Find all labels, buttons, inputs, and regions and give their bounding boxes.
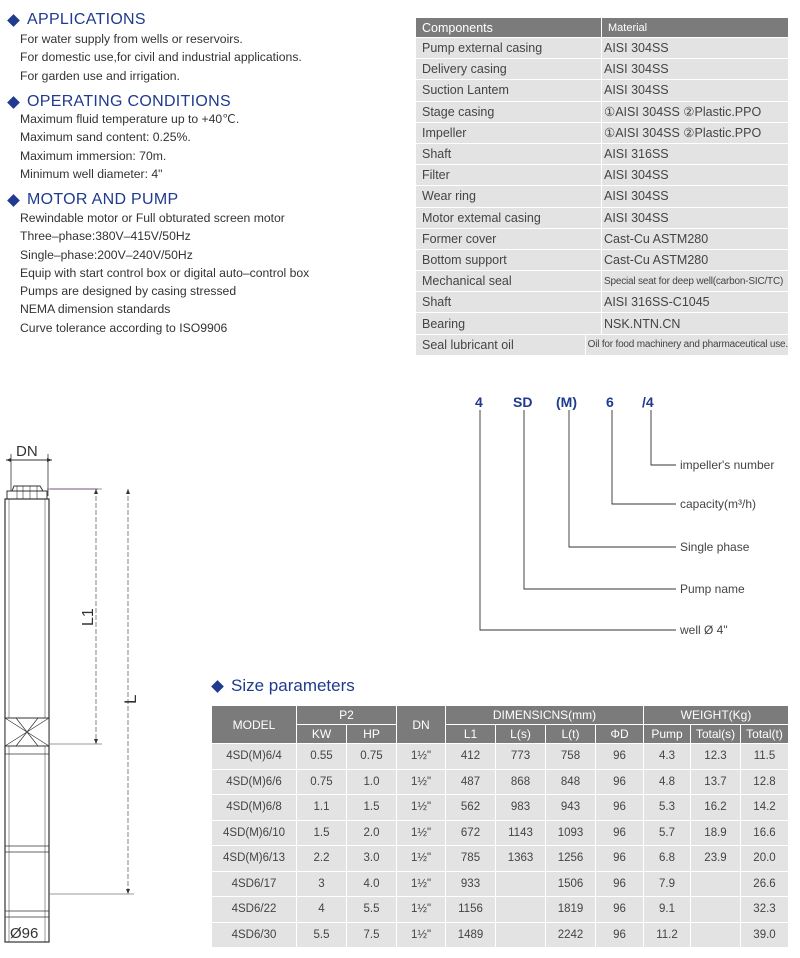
component-name: Shaft — [416, 292, 602, 312]
applications-title: APPLICATIONS — [27, 11, 146, 28]
dn-label: DN — [16, 443, 38, 460]
component-material: AISI 304SS — [604, 41, 669, 56]
component-name: Suction Lantem — [416, 80, 602, 100]
motor-list — [20, 209, 309, 337]
ls-cell: 868 — [496, 769, 546, 795]
total-s-cell: 18.9 — [691, 820, 741, 846]
component-name: Filter — [416, 165, 602, 185]
hp-cell: 4.0 — [347, 871, 397, 897]
hp-cell: 7.5 — [347, 922, 397, 948]
od-cell: 96 — [596, 922, 644, 948]
component-name: Bottom support — [416, 250, 602, 270]
pump-weight-cell: 5.3 — [644, 795, 691, 821]
motor-line: Equip with start control box or digital auto–control box — [20, 265, 310, 280]
total-s-cell: 13.7 — [691, 769, 741, 795]
code-part-capacity: 6 — [606, 394, 614, 410]
applications-heading — [6, 11, 146, 29]
motor-line: NEMA dimension standards — [20, 302, 171, 317]
diamond-bullet-icon — [211, 680, 224, 693]
component-name: Bearing — [416, 313, 602, 333]
ls-cell — [496, 871, 546, 897]
model-cell: 4SD6/17 — [212, 871, 297, 897]
l1-header: L1 — [446, 725, 496, 744]
model-cell: 4SD6/30 — [212, 922, 297, 948]
kw-cell: 1.5 — [297, 820, 347, 846]
dn-cell: 1½" — [397, 897, 446, 923]
component-name: Pump external casing — [416, 38, 602, 58]
hp-cell: 2.0 — [347, 820, 397, 846]
total-t-cell: 12.8 — [741, 769, 789, 795]
kw-cell: 0.55 — [297, 744, 347, 770]
motor-line: Three–phase:380V–415V/50Hz — [20, 229, 191, 244]
od-cell: 96 — [596, 871, 644, 897]
size-table-row — [212, 897, 789, 923]
components-table — [416, 18, 788, 355]
components-row — [416, 312, 788, 333]
kw-cell: 0.75 — [297, 769, 347, 795]
l1-cell: 672 — [446, 820, 496, 846]
kw-header: KW — [297, 725, 347, 744]
size-parameters-table — [211, 705, 789, 948]
size-header-row — [212, 706, 789, 725]
component-material: AISI 304SS — [604, 168, 669, 183]
applications-line: For domestic use,for civil and industrial applications. — [20, 50, 302, 65]
impeller-number-label: impeller's number — [680, 458, 775, 472]
dn-header: DN — [397, 706, 446, 744]
pump-weight-cell: 7.9 — [644, 871, 691, 897]
ls-cell: 1363 — [496, 846, 546, 872]
component-material: AISI 316SS-C1045 — [604, 295, 710, 310]
operating-line: Maximum sand content: 0.25%. — [20, 130, 191, 145]
component-material: NSK.NTN.CN — [604, 316, 681, 331]
motor-line: Pumps are designed by casing stressed — [20, 284, 237, 299]
hp-cell: 5.5 — [347, 897, 397, 923]
code-leader-lines — [470, 408, 680, 633]
total-s-cell: 16.2 — [691, 795, 741, 821]
components-row — [416, 101, 788, 122]
diamond-bullet-icon — [7, 96, 20, 109]
lt-cell: 758 — [546, 744, 596, 770]
pump-name-label: Pump name — [680, 582, 745, 596]
od-cell: 96 — [596, 769, 644, 795]
code-part-phase: (M) — [556, 394, 577, 410]
component-name: Impeller — [416, 123, 602, 143]
total-s-cell — [691, 871, 741, 897]
total-t-cell: 39.0 — [741, 922, 789, 948]
diamond-bullet-icon — [7, 14, 20, 27]
hp-cell: 3.0 — [347, 846, 397, 872]
total-t-header: Total(t) — [741, 725, 789, 744]
component-material: Special seat for deep well(carbon-SIC/TC) — [604, 275, 784, 287]
components-row — [416, 164, 788, 185]
total-s-cell: 12.3 — [691, 744, 741, 770]
total-t-cell: 26.6 — [741, 871, 789, 897]
model-cell: 4SD(M)6/6 — [212, 769, 297, 795]
ls-cell: 1143 — [496, 820, 546, 846]
operating-line: Maximum immersion: 70m. — [20, 148, 167, 163]
model-cell: 4SD6/22 — [212, 897, 297, 923]
operating-heading — [6, 93, 231, 111]
total-s-cell: 23.9 — [691, 846, 741, 872]
component-material: AISI 304SS — [604, 62, 669, 77]
size-parameters-heading — [210, 676, 355, 696]
od-cell: 96 — [596, 897, 644, 923]
pump-weight-cell: 6.8 — [644, 846, 691, 872]
dn-cell: 1½" — [397, 744, 446, 770]
components-header-label: Components — [416, 18, 602, 37]
hp-header: HP — [347, 725, 397, 744]
operating-list — [20, 110, 239, 183]
total-t-cell: 16.6 — [741, 820, 789, 846]
l1-cell: 933 — [446, 871, 496, 897]
diameter-label: Ø96 — [10, 925, 39, 942]
pump-drawing — [0, 436, 160, 956]
applications-list — [20, 30, 302, 85]
component-material: AISI 316SS — [604, 147, 669, 162]
components-row — [416, 79, 788, 100]
size-table-row — [212, 769, 789, 795]
component-name: Delivery casing — [416, 59, 602, 79]
components-row — [416, 37, 788, 58]
total-t-cell: 32.3 — [741, 897, 789, 923]
lt-cell: 848 — [546, 769, 596, 795]
od-cell: 96 — [596, 820, 644, 846]
p2-header: P2 — [297, 706, 397, 725]
components-row — [416, 291, 788, 312]
motor-title: MOTOR AND PUMP — [27, 191, 179, 208]
total-s-cell — [691, 897, 741, 923]
components-row — [416, 249, 788, 270]
l1-cell: 487 — [446, 769, 496, 795]
model-cell: 4SD(M)6/8 — [212, 795, 297, 821]
size-table-row — [212, 871, 789, 897]
lt-cell: 1819 — [546, 897, 596, 923]
pump-weight-cell: 11.2 — [644, 922, 691, 948]
size-table-row — [212, 795, 789, 821]
components-row — [416, 143, 788, 164]
components-row — [416, 185, 788, 206]
dimensions-header: DIMENSICNS(mm) — [446, 706, 644, 725]
size-subheader-row — [212, 725, 789, 744]
total-t-cell: 14.2 — [741, 795, 789, 821]
lt-cell: 1093 — [546, 820, 596, 846]
component-material: Oil for food machinery and pharmaceutical use. — [587, 339, 788, 351]
component-name: Mechanical seal — [416, 271, 602, 291]
l1-cell: 1156 — [446, 897, 496, 923]
ls-cell: 983 — [496, 795, 546, 821]
model-header: MODEL — [212, 706, 297, 744]
lt-cell: 943 — [546, 795, 596, 821]
size-table-row — [212, 922, 789, 948]
operating-title: OPERATING CONDITIONS — [27, 93, 231, 110]
code-part-well: 4 — [475, 394, 483, 410]
ls-header: L(s) — [496, 725, 546, 744]
operating-line: Minimum well diameter: 4" — [20, 166, 163, 181]
dn-cell: 1½" — [397, 795, 446, 821]
pump-weight-cell: 4.3 — [644, 744, 691, 770]
motor-line: Rewindable motor or Full obturated screen motor — [20, 211, 285, 225]
total-s-cell — [691, 922, 741, 948]
size-table-row — [212, 820, 789, 846]
single-phase-label: Single phase — [680, 540, 750, 554]
lt-cell: 1256 — [546, 846, 596, 872]
component-material: AISI 304SS — [604, 189, 669, 204]
od-cell: 96 — [596, 846, 644, 872]
components-row — [416, 270, 788, 291]
od-cell: 96 — [596, 795, 644, 821]
size-table-row — [212, 846, 789, 872]
kw-cell: 4 — [297, 897, 347, 923]
diamond-bullet-icon — [7, 194, 20, 207]
dn-cell: 1½" — [397, 871, 446, 897]
dn-cell: 1½" — [397, 769, 446, 795]
component-material: ①AISI 304SS ②Plastic.PPO — [604, 105, 762, 120]
l1-label: L1 — [80, 608, 97, 626]
model-cell: 4SD(M)6/4 — [212, 744, 297, 770]
dn-cell: 1½" — [397, 820, 446, 846]
component-name: Former cover — [416, 229, 602, 249]
component-material: Cast-Cu ASTM280 — [604, 252, 709, 267]
ls-cell — [496, 897, 546, 923]
l1-cell: 562 — [446, 795, 496, 821]
lt-cell: 1506 — [546, 871, 596, 897]
od-header: ΦD — [596, 725, 644, 744]
pump-weight-header: Pump — [644, 725, 691, 744]
model-cell: 4SD(M)6/10 — [212, 820, 297, 846]
components-row — [416, 334, 788, 355]
od-cell: 96 — [596, 744, 644, 770]
lt-header: L(t) — [546, 725, 596, 744]
material-header-label: Material — [608, 21, 648, 34]
component-material: AISI 304SS — [604, 83, 669, 98]
ls-cell: 773 — [496, 744, 546, 770]
component-material: Cast-Cu ASTM280 — [604, 231, 709, 246]
component-material: ①AISI 304SS ②Plastic.PPO — [604, 126, 762, 141]
hp-cell: 0.75 — [347, 744, 397, 770]
kw-cell: 2.2 — [297, 846, 347, 872]
kw-cell: 5.5 — [297, 922, 347, 948]
l1-cell: 785 — [446, 846, 496, 872]
lt-cell: 2242 — [546, 922, 596, 948]
operating-line: Maximum fluid temperature up to +40℃. — [20, 112, 240, 126]
motor-line: Single–phase:200V–240V/50Hz — [20, 247, 193, 262]
l-label: L — [121, 694, 140, 704]
components-row — [416, 207, 788, 228]
pump-weight-cell: 4.8 — [644, 769, 691, 795]
hp-cell: 1.0 — [347, 769, 397, 795]
code-part-pump-name: SD — [513, 394, 533, 410]
component-name: Seal lubricant oil — [416, 335, 586, 355]
l1-cell: 1489 — [446, 922, 496, 948]
motor-heading — [6, 191, 178, 209]
model-cell: 4SD(M)6/13 — [212, 846, 297, 872]
pump-weight-cell: 5.7 — [644, 820, 691, 846]
total-s-header: Total(s) — [691, 725, 741, 744]
size-table-row — [212, 744, 789, 770]
applications-line: For water supply from wells or reservoirs. — [20, 32, 243, 46]
component-name: Shaft — [416, 144, 602, 164]
kw-cell: 3 — [297, 871, 347, 897]
motor-line: Curve tolerance according to ISO9906 — [20, 320, 228, 335]
component-name: Stage casing — [416, 102, 602, 122]
component-material: AISI 304SS — [604, 210, 669, 225]
dn-cell: 1½" — [397, 922, 446, 948]
well-diameter-label: well Ø 4" — [680, 623, 728, 637]
hp-cell: 1.5 — [347, 795, 397, 821]
l1-cell: 412 — [446, 744, 496, 770]
components-row — [416, 228, 788, 249]
kw-cell: 1.1 — [297, 795, 347, 821]
weight-header: WEIGHT(Kg) — [644, 706, 789, 725]
component-name: Motor extemal casing — [416, 208, 602, 228]
code-part-impeller: /4 — [642, 394, 654, 410]
ls-cell — [496, 922, 546, 948]
capacity-label: capacity(m³/h) — [680, 497, 757, 511]
dn-cell: 1½" — [397, 846, 446, 872]
total-t-cell: 20.0 — [741, 846, 789, 872]
applications-line: For garden use and irrigation. — [20, 68, 180, 83]
components-row — [416, 122, 788, 143]
pump-weight-cell: 9.1 — [644, 897, 691, 923]
size-parameters-title: Size parameters — [231, 676, 355, 695]
total-t-cell: 11.5 — [741, 744, 789, 770]
components-row — [416, 58, 788, 79]
component-name: Wear ring — [416, 186, 602, 206]
components-header — [416, 18, 788, 37]
